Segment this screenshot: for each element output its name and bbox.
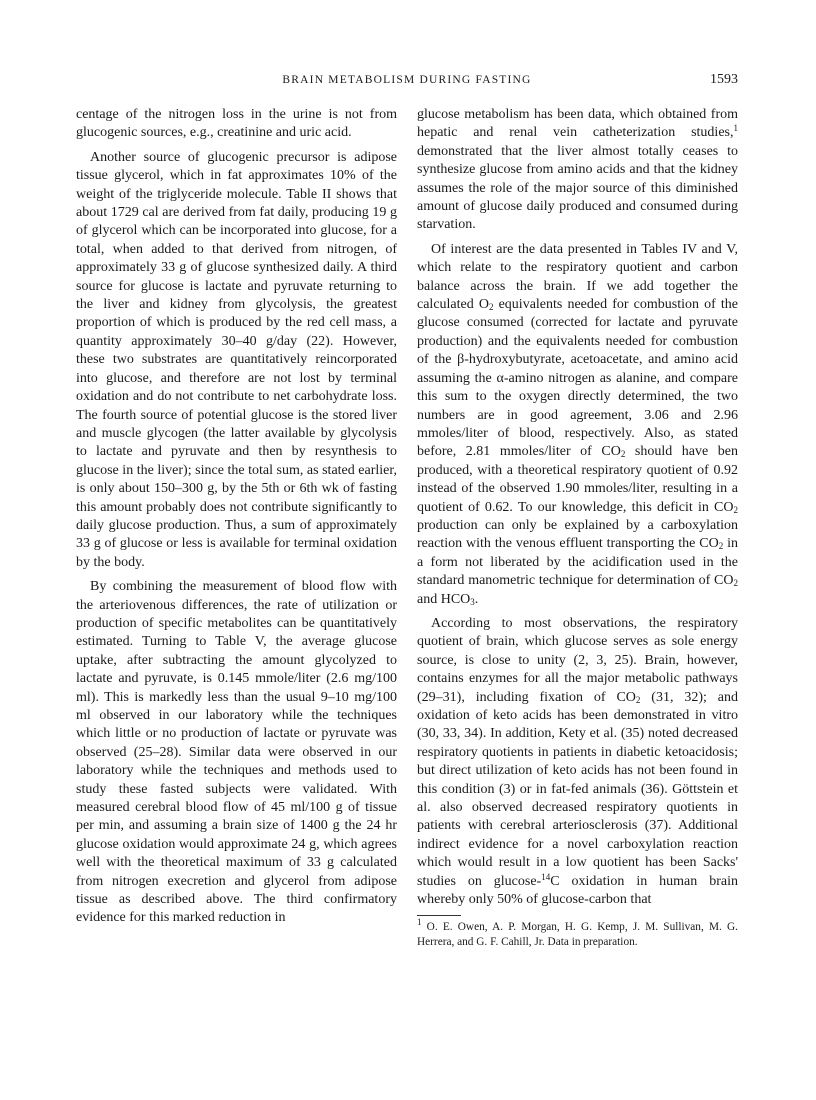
paragraph: glucose metabolism has been data, which obtained from hepatic and renal vein catheterization studies,$^1$ demonstrated that the liver almost totally ceases to synthesize glucose from amino acids and that the kidney assumes the role of the major source of this diminished amount of glucose daily produced and consumed during starvation.	[417, 107, 738, 233]
paragraph: centage of the nitrogen loss in the urine is not from glucogenic sources, e.g., creatinine and uric acid.	[76, 107, 397, 141]
paragraph: By combining the measurement of blood flow with the arteriovenous differences, the rate of utilization or production of specific metabolites can be quantitatively estimated. Turning to Table V, the average glucose uptake, after subtracting the amount glycolyzed to lactate and pyruvate, is 0.145 mmole/liter (2.6 mg/100 ml). This is markedly less than the usual 9–10 mg/100 ml observed in our laboratory while the techniques which little or no production of lactate or pyruvate was observed (25–28). Similar data were observed in our laboratory while the techniques and methods used to study these fasted subjects were validated. With measured cerebral blood flow of 45 ml/100 g of tissue per min, and assuming a brain size of 1400 g the 24 hr glucose oxidation would approximate 24 g, which agrees well with the theoretical maximum of 33 g calculated from nitrogen execretion and glycerol from adipose tissue as described above. The third confirmatory evidence for this marked reduction in	[76, 579, 397, 926]
footnote-mark: 1	[417, 917, 422, 928]
footnote: $^1$ O. E. Owen, A. P. Morgan, H. G. Kemp, J. M. Sullivan, M. G. Herrera, and G. F. Cahill, Jr. Data in preparation.	[417, 917, 738, 949]
left-column	[76, 106, 397, 934]
paragraph: According to most observations, the respiratory quotient of brain, which glucose serves as sole energy source, is close to unity (2, 3, 25). Brain, however, contains enzymes for all the major metabolic pathways (29–31), including fixation of $CO_2$ (31, 32); and oxidation of keto acids has been demonstrated in vitro (30, 33, 34). In addition, Kety et al. (35) noted decreased respiratory quotients in patients in diabetic ketoacidosis; but direct utilization of keto acids has not been found in this condition (3) or in fat-fed animals (36). Göttstein et al. also observed decreased respiratory quotients in patients with cerebral arteriosclerosis (37). Additional indirect evidence for a novel carboxylation reaction which would result in a low quotient has been Sacks' studies on glucose-$^{14}$C oxidation in human brain whereby only 50% of glucose-carbon that	[417, 615, 738, 908]
paragraph: Of interest are the data presented in Tables IV and V, which relate to the respiratory quotient and carbon balance across the brain. If we add together the calculated $O_2$ equivalents needed for combustion of the glucose consumed (corrected for lactate and pyruvate production) and the equivalents needed for combustion of the β-hydroxybutyrate, acetoacetate, and amino acid assuming the α-amino nitrogen as alanine, and compare this sum to the oxygen directly determined, the two numbers are in good agreement, 3.06 and 2.96 mmoles/liter of blood, respectively. Also, as stated before, 2.81 mmoles/liter of $CO_2$ should have ben produced, with a theoretical respiratory quotient of 0.92 instead of the observed 1.90 mmoles/liter, resulting in a quotient of 0.62. To our knowledge, this deficit in $CO_2$ production can only be explained by a carboxylation reaction with the venous effluent transporting the $CO_2$ in a form not liberated by the acidification used in the standard manometric technique for determination of $CO_2$ and $HCO_3$.	[417, 241, 738, 607]
page-header	[76, 74, 738, 92]
running-title: BRAIN METABOLISM DURING FASTING	[282, 74, 532, 86]
footnote-reference: 1	[733, 123, 738, 134]
page-number: 1593	[710, 72, 738, 87]
right-column	[417, 106, 738, 956]
paragraph: Another source of glucogenic precursor is adipose tissue glycerol, which in fat approximates 10% of the weight of the triglyceride molecule. Table II shows that about 1729 cal are derived from fat daily, producing 19 g of glycerol which can be incorporated into glucose, for a total, when added to that derived from nitrogen, of approximately 33 g of glucose synthesized daily. A third source for glucose is lactate and pyruvate returning to the liver and kidney from glycolysis, the greatest proportion of which is produced by the red cell mass, a quantity approximately 30–40 g/day (22). However, these two substrates are quantitatively reincorporated into glucose, and therefore are not lost by terminal oxidation and do not contribute to net carbohydrate loss. The fourth source of potential glucose is the stored liver and muscle glycogen (the latter available by glycolysis to lactate and pyruvate and then by resynthesis to glucose in the liver); since the total sum, as stated earlier, is only about 150–300 g, by the 5th or 6th wk of fasting this amount probably does not contribute significantly to daily glucose production. Thus, a sum of approximately 33 g of glucose or less is available for terminal oxidation by the body.	[76, 149, 397, 570]
footnote-divider	[417, 915, 461, 916]
